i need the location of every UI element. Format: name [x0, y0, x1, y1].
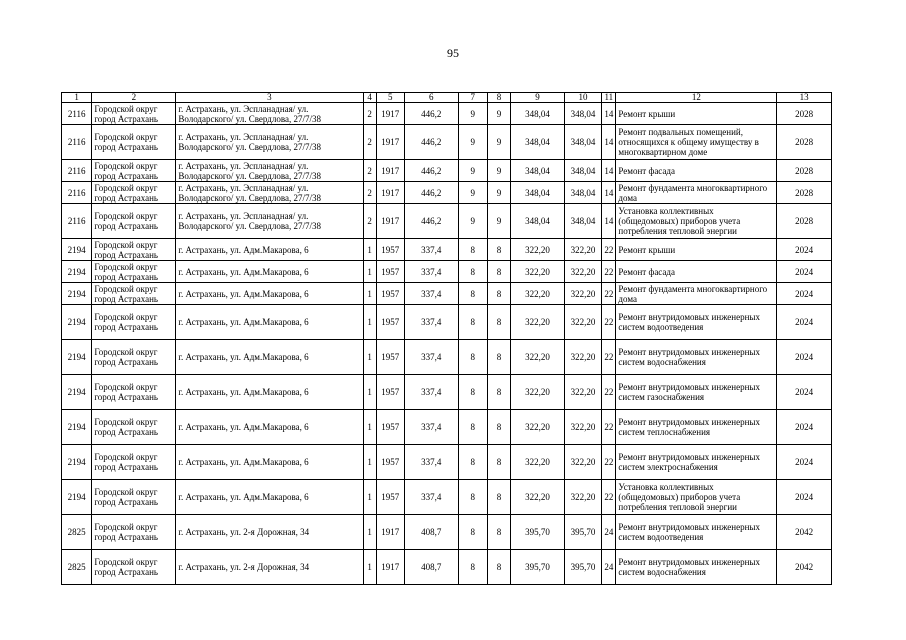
cell-col-11: 14 [602, 160, 616, 182]
cell-floors: 2 [363, 182, 376, 204]
cell-floors: 2 [363, 160, 376, 182]
cell-col-11: 14 [602, 182, 616, 204]
cell-col-8: 8 [487, 239, 510, 261]
cell-year-built: 1957 [376, 375, 404, 410]
cell-row-number: 2194 [62, 375, 92, 410]
table-row [62, 410, 832, 445]
cell-year-built: 1917 [376, 204, 404, 239]
cell-row-number: 2194 [62, 305, 92, 340]
cell-row-number: 2825 [62, 550, 92, 585]
cell-col-9: 322,20 [511, 480, 565, 515]
cell-col-11: 22 [602, 305, 616, 340]
cell-work-type: Ремонт внутридомовых инженерных систем водоотведения [616, 305, 777, 340]
page-number: 95 [447, 46, 459, 60]
table-row [62, 103, 832, 125]
cell-planned-year: 2042 [777, 515, 832, 550]
cell-work-type: Ремонт фасада [616, 160, 777, 182]
cell-col-7: 9 [458, 125, 487, 160]
cell-work-type: Ремонт подвальных помещений, относящихся к общему имуществу в многоквартирном доме [616, 125, 777, 160]
cell-municipality: Городской округ город Астрахань [92, 445, 176, 480]
cell-municipality: Городской округ город Астрахань [92, 103, 176, 125]
cell-planned-year: 2024 [777, 445, 832, 480]
cell-area: 408,7 [404, 515, 458, 550]
cell-col-7: 8 [458, 340, 487, 375]
cell-col-9: 322,20 [511, 340, 565, 375]
cell-col-8: 8 [487, 515, 510, 550]
table-row [62, 160, 832, 182]
cell-address: г. Астрахань, ул. Адм.Макарова, 6 [176, 480, 363, 515]
cell-col-9: 348,04 [511, 103, 565, 125]
column-header-4: 4 [363, 93, 376, 103]
column-header-9: 9 [511, 93, 565, 103]
cell-year-built: 1917 [376, 103, 404, 125]
cell-floors: 2 [363, 103, 376, 125]
cell-planned-year: 2028 [777, 182, 832, 204]
cell-year-built: 1957 [376, 445, 404, 480]
cell-work-type: Ремонт фасада [616, 261, 777, 283]
cell-col-10: 322,20 [564, 261, 601, 283]
cell-year-built: 1957 [376, 480, 404, 515]
cell-year-built: 1917 [376, 550, 404, 585]
cell-row-number: 2194 [62, 445, 92, 480]
cell-planned-year: 2024 [777, 375, 832, 410]
table-row [62, 125, 832, 160]
cell-col-8: 8 [487, 305, 510, 340]
cell-municipality: Городской округ город Астрахань [92, 283, 176, 305]
cell-col-10: 348,04 [564, 204, 601, 239]
cell-col-10: 395,70 [564, 515, 601, 550]
cell-address: г. Астрахань, ул. Адм.Макарова, 6 [176, 261, 363, 283]
cell-row-number: 2116 [62, 103, 92, 125]
cell-col-10: 322,20 [564, 283, 601, 305]
cell-area: 337,4 [404, 239, 458, 261]
cell-col-7: 8 [458, 283, 487, 305]
cell-year-built: 1957 [376, 410, 404, 445]
cell-address: г. Астрахань, ул. Адм.Макарова, 6 [176, 239, 363, 261]
cell-col-7: 9 [458, 103, 487, 125]
cell-address: г. Астрахань, ул. Эспланадная/ ул. Володарского/ ул. Свердлова, 27/7/38 [176, 125, 363, 160]
cell-municipality: Городской округ город Астрахань [92, 340, 176, 375]
cell-col-7: 8 [458, 445, 487, 480]
column-header-8: 8 [487, 93, 510, 103]
cell-address: г. Астрахань, ул. Адм.Макарова, 6 [176, 305, 363, 340]
cell-area: 337,4 [404, 261, 458, 283]
cell-col-7: 8 [458, 515, 487, 550]
cell-municipality: Городской округ город Астрахань [92, 261, 176, 283]
cell-municipality: Городской округ город Астрахань [92, 125, 176, 160]
cell-col-7: 8 [458, 480, 487, 515]
column-header-1: 1 [62, 93, 92, 103]
column-header-10: 10 [564, 93, 601, 103]
cell-col-11: 22 [602, 410, 616, 445]
cell-area: 337,4 [404, 283, 458, 305]
cell-col-7: 8 [458, 305, 487, 340]
header-row [62, 93, 832, 103]
cell-floors: 1 [363, 375, 376, 410]
cell-area: 446,2 [404, 182, 458, 204]
cell-floors: 1 [363, 261, 376, 283]
cell-area: 337,4 [404, 410, 458, 445]
cell-col-9: 348,04 [511, 160, 565, 182]
cell-col-8: 8 [487, 340, 510, 375]
cell-floors: 1 [363, 305, 376, 340]
column-header-7: 7 [458, 93, 487, 103]
cell-col-10: 322,20 [564, 305, 601, 340]
cell-work-type: Ремонт фундамента многоквартирного дома [616, 283, 777, 305]
cell-floors: 1 [363, 445, 376, 480]
cell-work-type: Установка коллективных (общедомовых) приборов учета потребления тепловой энергии [616, 204, 777, 239]
cell-row-number: 2116 [62, 204, 92, 239]
cell-col-8: 8 [487, 550, 510, 585]
cell-col-9: 395,70 [511, 550, 565, 585]
cell-address: г. Астрахань, ул. Адм.Макарова, 6 [176, 340, 363, 375]
cell-area: 446,2 [404, 125, 458, 160]
table-row [62, 445, 832, 480]
cell-floors: 1 [363, 550, 376, 585]
cell-address: г. Астрахань, ул. Эспланадная/ ул. Володарского/ ул. Свердлова, 27/7/38 [176, 182, 363, 204]
cell-work-type: Ремонт внутридомовых инженерных систем газоснабжения [616, 375, 777, 410]
cell-area: 446,2 [404, 160, 458, 182]
cell-planned-year: 2028 [777, 204, 832, 239]
cell-year-built: 1957 [376, 305, 404, 340]
cell-col-8: 8 [487, 410, 510, 445]
cell-work-type: Ремонт фундамента многоквартирного дома [616, 182, 777, 204]
cell-address: г. Астрахань, ул. Эспланадная/ ул. Володарского/ ул. Свердлова, 27/7/38 [176, 160, 363, 182]
cell-row-number: 2194 [62, 480, 92, 515]
cell-col-8: 9 [487, 103, 510, 125]
cell-municipality: Городской округ город Астрахань [92, 480, 176, 515]
table-row [62, 375, 832, 410]
cell-col-7: 8 [458, 239, 487, 261]
cell-area: 446,2 [404, 204, 458, 239]
cell-year-built: 1957 [376, 340, 404, 375]
cell-col-7: 8 [458, 375, 487, 410]
cell-work-type: Установка коллективных (общедомовых) приборов учета потребления тепловой энергии [616, 480, 777, 515]
cell-col-11: 22 [602, 340, 616, 375]
cell-col-9: 322,20 [511, 239, 565, 261]
cell-work-type: Ремонт крыши [616, 103, 777, 125]
table-row [62, 480, 832, 515]
cell-year-built: 1917 [376, 515, 404, 550]
cell-col-10: 322,20 [564, 239, 601, 261]
cell-address: г. Астрахань, ул. 2-я Дорожная, 34 [176, 550, 363, 585]
cell-col-8: 9 [487, 160, 510, 182]
cell-year-built: 1917 [376, 125, 404, 160]
cell-municipality: Городской округ город Астрахань [92, 182, 176, 204]
cell-col-9: 322,20 [511, 261, 565, 283]
cell-municipality: Городской округ город Астрахань [92, 204, 176, 239]
table-row [62, 239, 832, 261]
cell-row-number: 2116 [62, 160, 92, 182]
column-header-11: 11 [602, 93, 616, 103]
cell-year-built: 1957 [376, 261, 404, 283]
cell-municipality: Городской округ город Астрахань [92, 375, 176, 410]
cell-col-11: 22 [602, 239, 616, 261]
cell-col-7: 8 [458, 261, 487, 283]
table-row [62, 515, 832, 550]
cell-col-8: 8 [487, 261, 510, 283]
cell-work-type: Ремонт крыши [616, 239, 777, 261]
cell-floors: 2 [363, 204, 376, 239]
cell-floors: 1 [363, 480, 376, 515]
cell-col-10: 322,20 [564, 340, 601, 375]
cell-year-built: 1957 [376, 283, 404, 305]
cell-row-number: 2194 [62, 340, 92, 375]
cell-col-9: 348,04 [511, 182, 565, 204]
cell-work-type: Ремонт внутридомовых инженерных систем водоснабжения [616, 340, 777, 375]
column-header-2: 2 [92, 93, 176, 103]
cell-col-11: 22 [602, 375, 616, 410]
cell-col-11: 24 [602, 550, 616, 585]
cell-col-8: 9 [487, 204, 510, 239]
cell-col-9: 322,20 [511, 375, 565, 410]
cell-planned-year: 2028 [777, 160, 832, 182]
cell-col-7: 9 [458, 204, 487, 239]
cell-col-8: 8 [487, 283, 510, 305]
cell-row-number: 2194 [62, 239, 92, 261]
cell-col-9: 322,20 [511, 410, 565, 445]
cell-col-10: 348,04 [564, 182, 601, 204]
cell-col-7: 8 [458, 550, 487, 585]
cell-col-9: 322,20 [511, 445, 565, 480]
cell-col-8: 8 [487, 480, 510, 515]
cell-planned-year: 2024 [777, 305, 832, 340]
cell-col-11: 14 [602, 204, 616, 239]
cell-col-11: 14 [602, 103, 616, 125]
cell-col-10: 395,70 [564, 550, 601, 585]
cell-planned-year: 2028 [777, 103, 832, 125]
column-header-12: 12 [616, 93, 777, 103]
cell-col-9: 322,20 [511, 305, 565, 340]
table-row [62, 340, 832, 375]
cell-address: г. Астрахань, ул. Адм.Макарова, 6 [176, 375, 363, 410]
cell-planned-year: 2024 [777, 480, 832, 515]
repair-schedule-table [61, 92, 832, 585]
cell-col-7: 9 [458, 182, 487, 204]
cell-address: г. Астрахань, ул. Эспланадная/ ул. Володарского/ ул. Свердлова, 27/7/38 [176, 103, 363, 125]
cell-row-number: 2116 [62, 182, 92, 204]
cell-col-10: 348,04 [564, 103, 601, 125]
table-row [62, 204, 832, 239]
cell-col-7: 9 [458, 160, 487, 182]
cell-year-built: 1917 [376, 160, 404, 182]
cell-year-built: 1917 [376, 182, 404, 204]
cell-planned-year: 2024 [777, 239, 832, 261]
cell-floors: 1 [363, 515, 376, 550]
cell-work-type: Ремонт внутридомовых инженерных систем теплоснабжения [616, 410, 777, 445]
cell-row-number: 2825 [62, 515, 92, 550]
cell-col-10: 322,20 [564, 375, 601, 410]
cell-area: 337,4 [404, 340, 458, 375]
cell-row-number: 2116 [62, 125, 92, 160]
cell-work-type: Ремонт внутридомовых инженерных систем электроснабжения [616, 445, 777, 480]
cell-planned-year: 2042 [777, 550, 832, 585]
cell-address: г. Астрахань, ул. Адм.Макарова, 6 [176, 410, 363, 445]
cell-address: г. Астрахань, ул. Адм.Макарова, 6 [176, 283, 363, 305]
cell-col-9: 348,04 [511, 204, 565, 239]
cell-planned-year: 2028 [777, 125, 832, 160]
cell-col-11: 22 [602, 283, 616, 305]
cell-area: 337,4 [404, 375, 458, 410]
cell-municipality: Городской округ город Астрахань [92, 550, 176, 585]
table-row [62, 305, 832, 340]
cell-planned-year: 2024 [777, 283, 832, 305]
cell-floors: 1 [363, 410, 376, 445]
cell-floors: 1 [363, 340, 376, 375]
column-header-6: 6 [404, 93, 458, 103]
cell-address: г. Астрахань, ул. 2-я Дорожная, 34 [176, 515, 363, 550]
cell-row-number: 2194 [62, 283, 92, 305]
cell-col-11: 22 [602, 261, 616, 283]
cell-col-10: 348,04 [564, 125, 601, 160]
cell-col-9: 395,70 [511, 515, 565, 550]
cell-municipality: Городской округ город Астрахань [92, 239, 176, 261]
cell-col-10: 322,20 [564, 410, 601, 445]
cell-floors: 1 [363, 239, 376, 261]
cell-col-11: 22 [602, 445, 616, 480]
cell-col-9: 348,04 [511, 125, 565, 160]
cell-col-10: 322,20 [564, 480, 601, 515]
cell-planned-year: 2024 [777, 261, 832, 283]
column-header-3: 3 [176, 93, 363, 103]
cell-area: 337,4 [404, 445, 458, 480]
cell-col-8: 9 [487, 182, 510, 204]
cell-area: 408,7 [404, 550, 458, 585]
cell-work-type: Ремонт внутридомовых инженерных систем водоснабжения [616, 550, 777, 585]
cell-municipality: Городской округ город Астрахань [92, 410, 176, 445]
table-row [62, 283, 832, 305]
cell-col-7: 8 [458, 410, 487, 445]
cell-area: 446,2 [404, 103, 458, 125]
cell-floors: 1 [363, 283, 376, 305]
cell-col-10: 322,20 [564, 445, 601, 480]
cell-col-8: 9 [487, 125, 510, 160]
cell-planned-year: 2024 [777, 340, 832, 375]
cell-planned-year: 2024 [777, 410, 832, 445]
column-header-5: 5 [376, 93, 404, 103]
cell-municipality: Городской округ город Астрахань [92, 305, 176, 340]
cell-floors: 2 [363, 125, 376, 160]
cell-municipality: Городской округ город Астрахань [92, 160, 176, 182]
cell-col-11: 24 [602, 515, 616, 550]
table-row [62, 182, 832, 204]
cell-col-10: 348,04 [564, 160, 601, 182]
cell-col-9: 322,20 [511, 283, 565, 305]
cell-year-built: 1957 [376, 239, 404, 261]
cell-row-number: 2194 [62, 410, 92, 445]
cell-municipality: Городской округ город Астрахань [92, 515, 176, 550]
cell-area: 337,4 [404, 305, 458, 340]
cell-area: 337,4 [404, 480, 458, 515]
cell-col-8: 8 [487, 375, 510, 410]
cell-work-type: Ремонт внутридомовых инженерных систем водоотведения [616, 515, 777, 550]
cell-col-8: 8 [487, 445, 510, 480]
column-header-13: 13 [777, 93, 832, 103]
cell-address: г. Астрахань, ул. Эспланадная/ ул. Володарского/ ул. Свердлова, 27/7/38 [176, 204, 363, 239]
table-row [62, 261, 832, 283]
cell-row-number: 2194 [62, 261, 92, 283]
table-row [62, 550, 832, 585]
cell-col-11: 14 [602, 125, 616, 160]
cell-address: г. Астрахань, ул. Адм.Макарова, 6 [176, 445, 363, 480]
cell-col-11: 22 [602, 480, 616, 515]
